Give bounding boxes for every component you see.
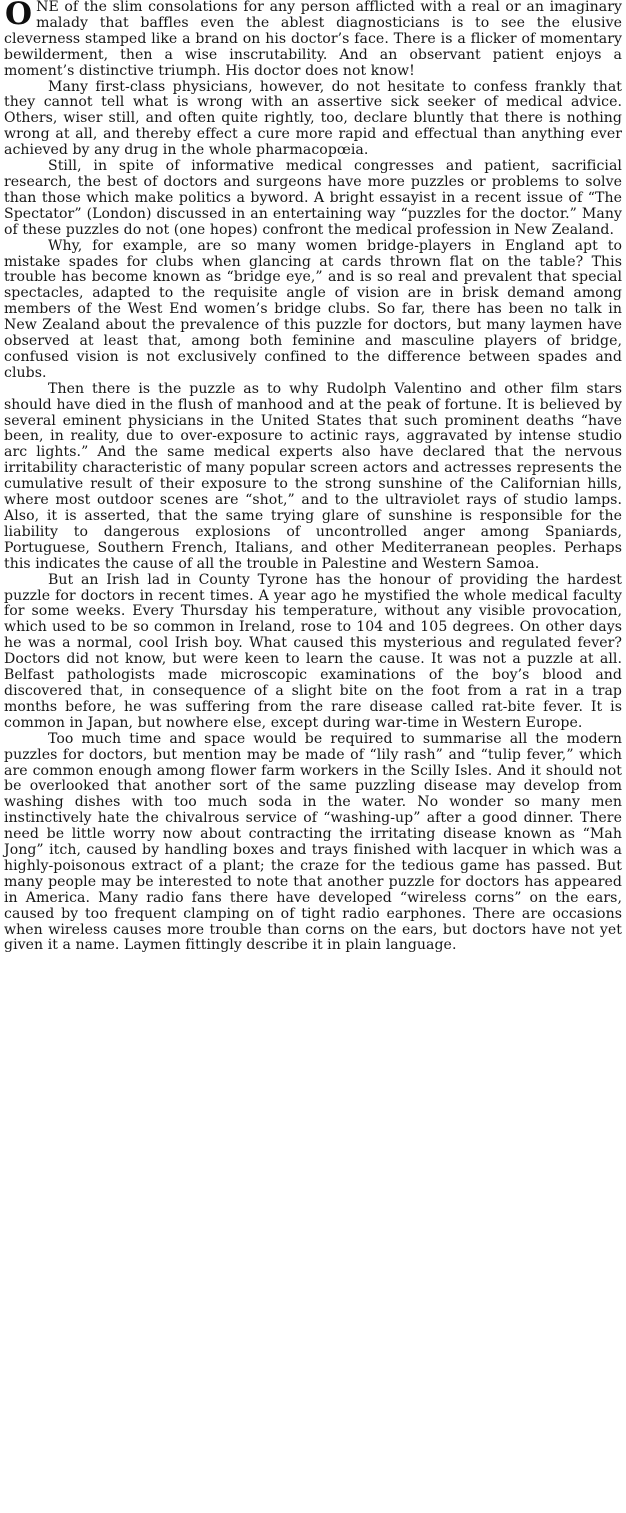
article-paragraph-1 [4, 0, 622, 80]
article-body [4, 0, 622, 954]
article-paragraph-7: Too much time and space would be required to summarise all the modern puzzles for doctors, but mention may be made of “lily rash” and “tulip fever,” which are common enough among flower farm workers in the Scilly Isles. And it should not be overlooked that another sort of the same puzzling disease may develop from washing dishes with too much soda in the water. No wonder so many men instinctively hate the chivalrous service of “washing-up” after a good dinner. There need be little worry now about contracting the irritating disease known as “Mah Jong” itch, caused by handling boxes and trays finished with lacquer in which was a highly-poisonous extract of a plant; the craze for the tedious game has passed. But many people may be interested to note that another puzzle for doctors has appeared in America. Many radio fans there have developed “wireless corns” on the ears, caused by too frequent clamping on of tight radio earphones. There are occasions when wireless causes more trouble than corns on the ears, but doctors have not yet given it a name. Laymen fittingly describe it in plain language. [4, 730, 622, 954]
drop-cap: O [5, 0, 33, 32]
article-paragraph-4: Why, for example, are so many women bridge-players in England apt to mistake spades for clubs when glancing at cards thrown flat on the table? This trouble has become known as “bridge eye,” and is so real and prevalent that special spectacles, adapted to the requisite angle of vision are in brisk demand among members of the West End women’s bridge clubs. So far, there has been no talk in New Zealand about the prevalence of this puzzle for doctors, but many laymen have observed at least that, among both feminine and masculine players of bridge, confused vision is not exclusively confined to the difference between spades and clubs. [4, 237, 622, 381]
article-paragraph-2: Many first-class physicians, however, do not hesitate to confess frankly that they cannot tell what is wrong with an assertive sick seeker of medical advice. Others, wiser still, and often quite rightly, too, declare bluntly that there is nothing wrong at all, and thereby effect a cure more rapid and effectual than anything ever achieved by any drug in the whole pharmacopœia. [4, 78, 622, 159]
article-paragraph-3: Still, in spite of informative medical congresses and patient, sacrificial research, the best of doctors and surgeons have more puzzles or problems to solve than those which make politics a byword. A bright essayist in a recent issue of “The Spectator” (London) discussed in an entertaining way “puzzles for the doctor.” Many of these puzzles do not (one hopes) confront the medical profession in New Zealand. [4, 158, 622, 238]
paragraph-text: NE of the slim consolations for any person afflicted with a real or an imaginary malady that baffles even the ablest diagnosticians is to see the elusive cleverness stamped like a brand on his doctor’s face. There is a flicker of momentary bewilderment, then a wise inscrutability. And an observant patient enjoys a moment’s distinctive triumph. His doctor does not know! [4, 0, 622, 79]
article-paragraph-5: Then there is the puzzle as to why Rudolph Valentino and other film stars should have died in the flush of manhood and at the peak of fortune. It is believed by several eminent physicians in the United States that such prominent deaths “have been, in reality, due to over-exposure to actinic rays, aggravated by intense studio arc lights.” And the same medical experts also have declared that the nervous irritability characteristic of many popular screen actors and actresses represents the cumulative result of their exposure to the strong sunshine of the Californian hills, where most outdoor scenes are “shot,” and to the ultraviolet rays of studio lamps. Also, it is asserted, that the same trying glare of sunshine is responsible for the liability to dangerous explosions of uncontrolled anger among Spaniards, Portuguese, Southern French, Italians, and other Mediterranean peoples. Perhaps this indicates the cause of all the trouble in Palestine and Western Samoa. [4, 380, 622, 572]
article-paragraph-6: But an Irish lad in County Tyrone has the honour of providing the hardest puzzle for doctors in recent times. A year ago he mystified the whole medical faculty for some weeks. Every Thursday his temperature, without any visible provocation, which used to be so common in Ireland, rose to 104 and 105 degrees. On other days he was a normal, cool Irish boy. What caused this mysterious and regulated fever? Doctors did not know, but were keen to learn the cause. It was not a puzzle at all. Belfast pathologists made microscopic examinations of the boy’s blood and discovered that, in consequence of a slight bite on the foot from a rat in a trap months before, he was suffering from the rare disease called rat-bite fever. It is common in Japan, but nowhere else, except during war-time in Western Europe. [4, 571, 622, 731]
